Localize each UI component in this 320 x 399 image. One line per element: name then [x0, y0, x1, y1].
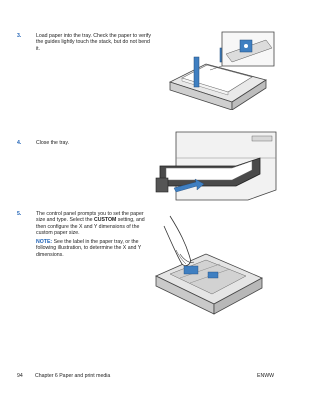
step-3-number: 3. [17, 33, 22, 39]
step-5-text-start: The control panel prompts you to set the paper size and type. Select the [36, 211, 144, 224]
step-5-text-end: setting, and then configure the X and Y dimensions of the custom paper size. [36, 217, 145, 236]
tray-dimensions-illustration [150, 214, 268, 334]
chapter-label: Chapter 6 Paper and print media [35, 373, 111, 379]
publisher-code: ENWW [257, 373, 274, 379]
step-3-text: Load paper into the tray. Check the paper to verify the guides lightly touch the stack, but do not bend it. [36, 33, 151, 52]
step-5-text [36, 211, 154, 258]
tray-closing-illustration [148, 128, 283, 208]
tray-loading-illustration [162, 30, 277, 110]
step-4-number: 4. [17, 140, 22, 146]
note-text: See the label in the paper tray, or the following illustration, to determine the X and Y dimensions. [36, 239, 142, 258]
step-5-note [36, 239, 154, 258]
note-label: NOTE: [36, 239, 53, 246]
page-number: 94 [17, 373, 23, 379]
step-5-number: 5. [17, 211, 22, 217]
step-4-text: Close the tray. [36, 140, 70, 146]
step-5-custom-setting: CUSTOM [93, 217, 117, 224]
